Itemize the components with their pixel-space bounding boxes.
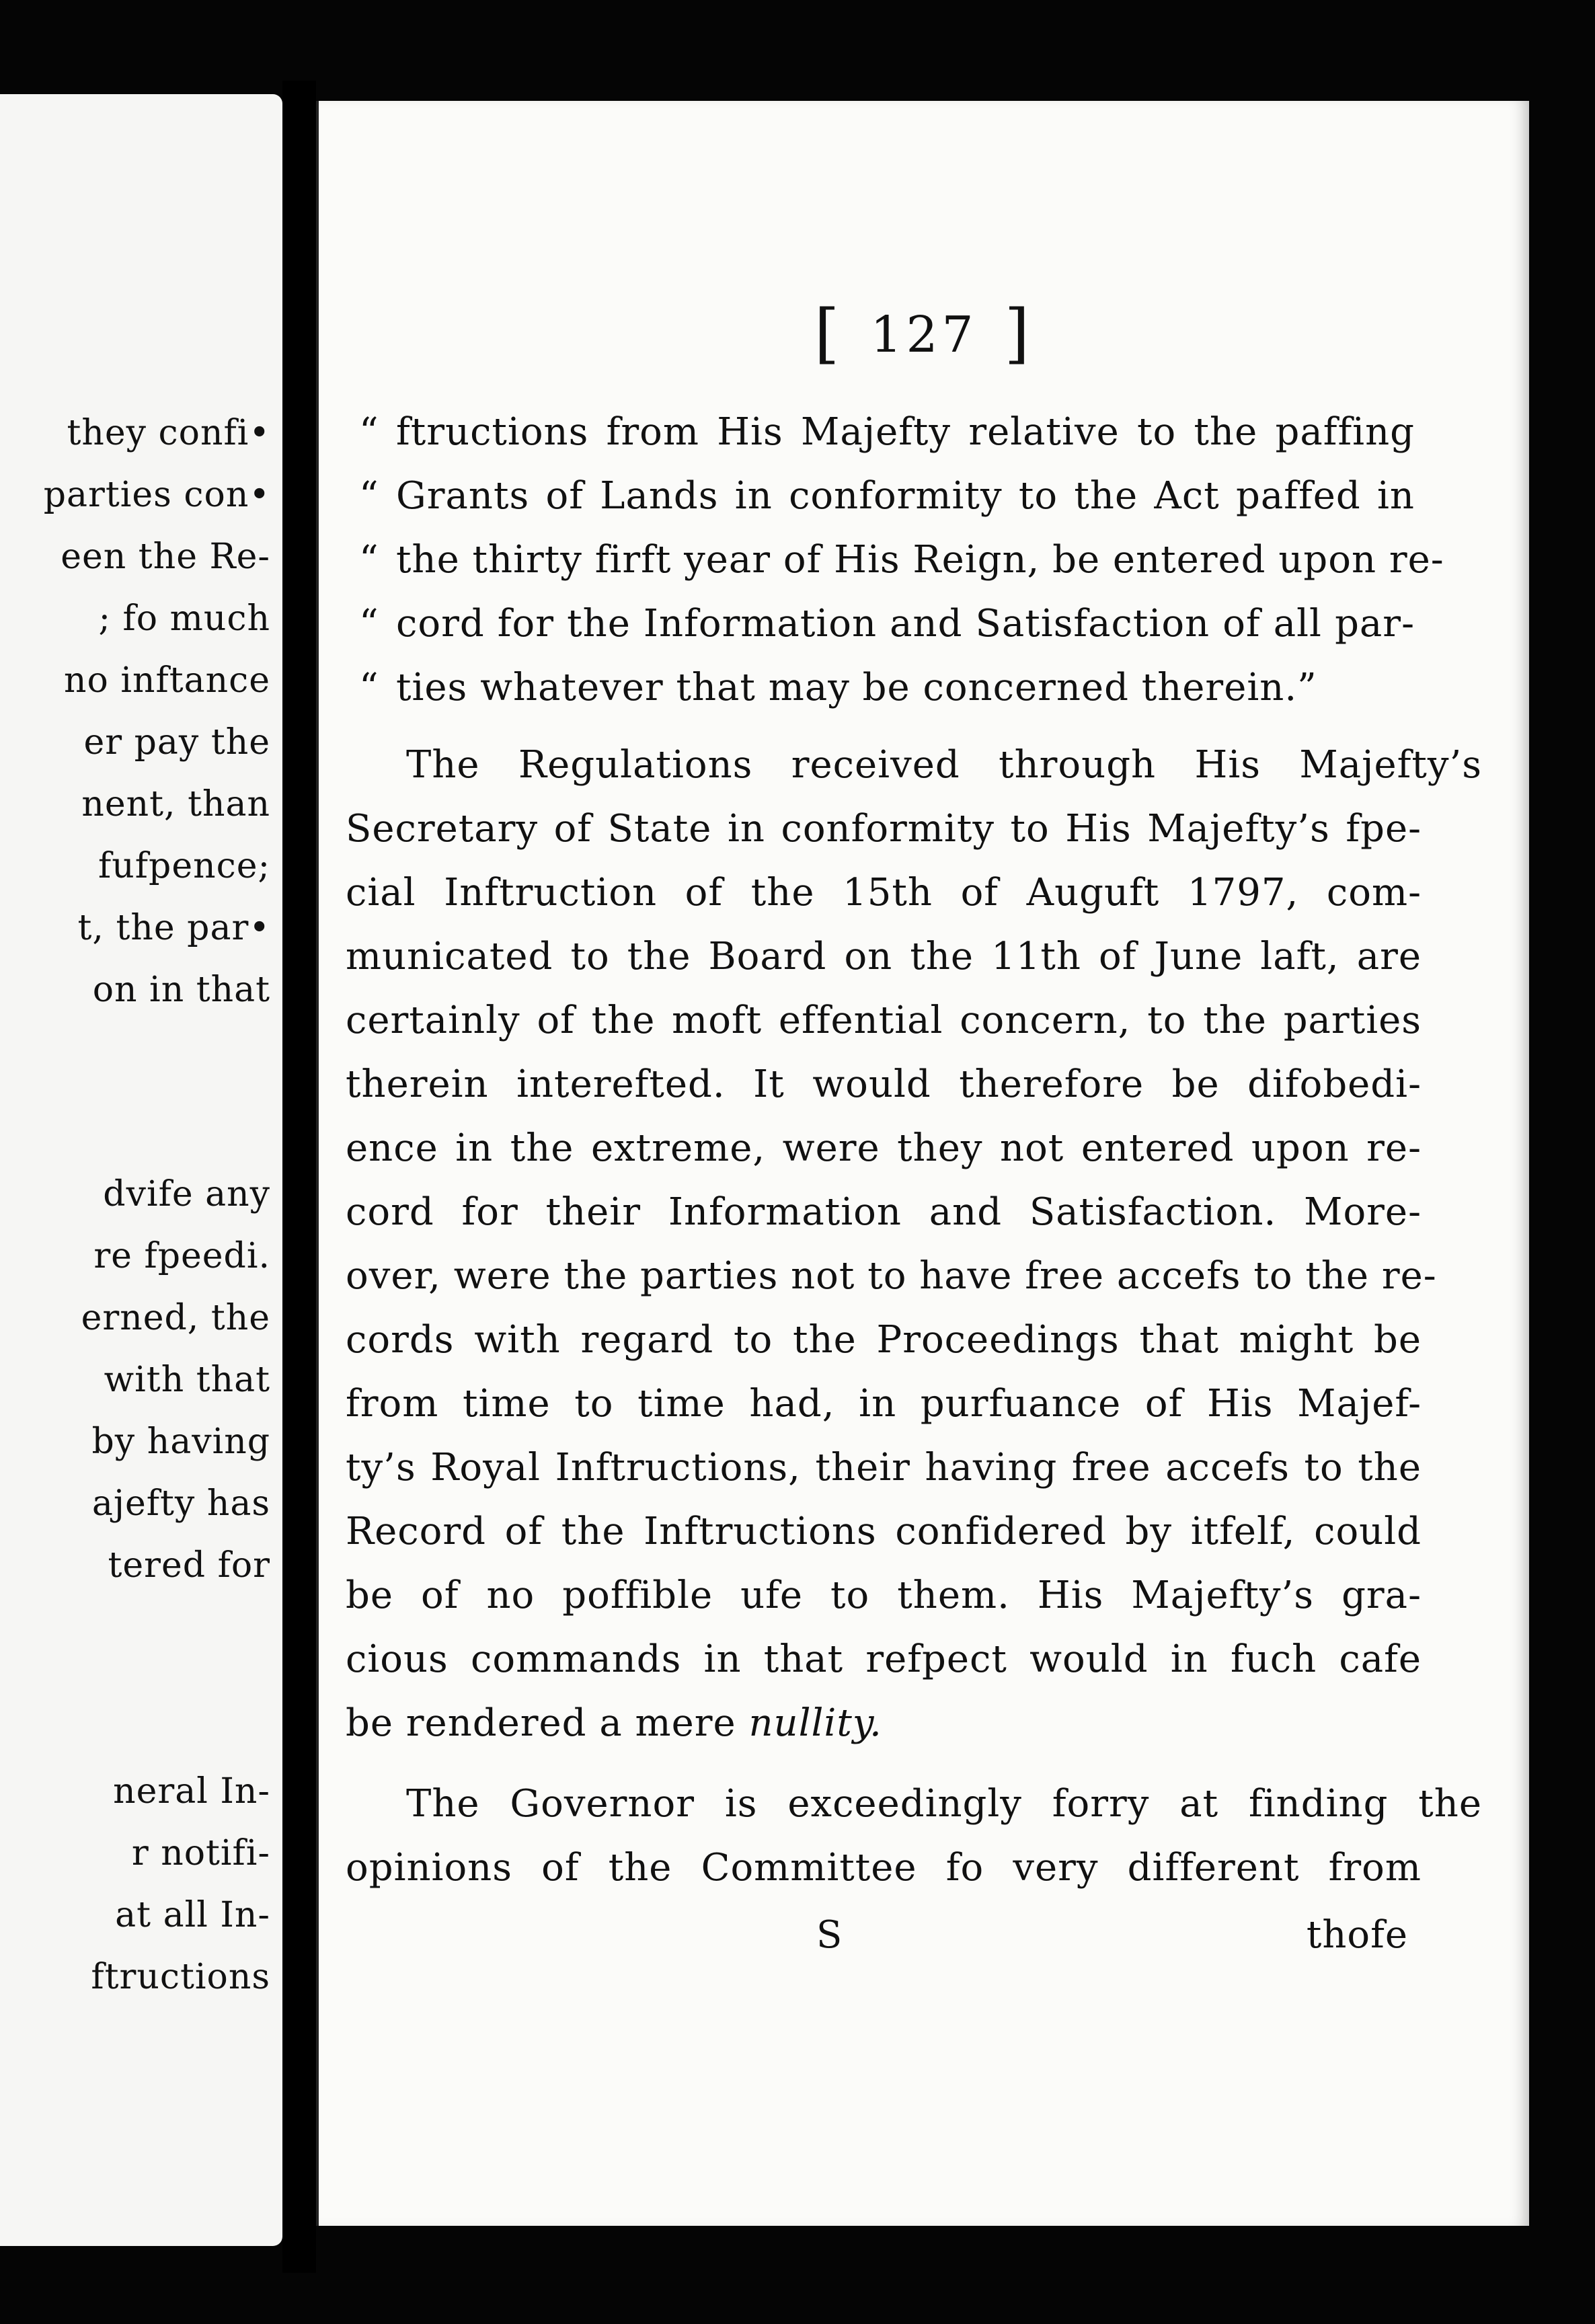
left-line-12: re fpeedi. xyxy=(93,1236,270,1276)
book-gutter xyxy=(282,81,316,2273)
left-line-4: ; fo much xyxy=(98,598,270,639)
page-number: 127 xyxy=(870,306,978,364)
left-line-14: with that xyxy=(104,1360,270,1400)
left-line-19: r notifi- xyxy=(131,1833,270,1873)
paragraph-line: cious commands in that refpect would in fuch cafe xyxy=(346,1637,1422,1681)
quote-line xyxy=(359,410,1415,454)
paragraph-line: be of no poffible ufe to them. His Majefty’s gra- xyxy=(346,1574,1422,1617)
facing-page-fragment xyxy=(0,94,282,2246)
left-line-13: erned, the xyxy=(81,1298,270,1338)
paragraph-line: The Governor is exceedingly forry at finding the xyxy=(406,1782,1482,1826)
paragraph-line: opinions of the Committee fo very different from xyxy=(346,1846,1422,1890)
left-line-2: parties con• xyxy=(43,475,270,515)
quote-text: cord for the Information and Satisfaction of all par- xyxy=(396,602,1415,646)
paragraph-line: cord for their Information and Satisfaction. More- xyxy=(346,1190,1422,1234)
quote-line xyxy=(359,602,1415,646)
left-line-8: fufpence; xyxy=(98,846,270,886)
left-line-11: dvife any xyxy=(103,1174,270,1214)
quote-text: the thirty firft year of His Reign, be entered upon re- xyxy=(396,538,1444,582)
quote-text: Grants of Lands in conformity to the Act paffed in xyxy=(396,474,1415,518)
quote-line xyxy=(359,474,1415,518)
paragraph-line: The Regulations received through His Majefty’s xyxy=(406,743,1482,787)
quote-text: ties whatever that may be concerned therein.” xyxy=(396,666,1317,709)
bracket-open: [ xyxy=(814,296,844,371)
paragraph-line: cords with regard to the Proceedings that might be xyxy=(346,1318,1422,1362)
left-line-16: ajefty has xyxy=(91,1483,270,1524)
paragraph-line: ence in the extreme, were they not entered upon re- xyxy=(346,1126,1422,1170)
italic-word: nullity. xyxy=(748,1701,882,1745)
left-line-18: neral In- xyxy=(113,1771,270,1812)
paragraph-line: Record of the Inftructions confidered by itfelf, could xyxy=(346,1510,1422,1553)
paragraph-line: certainly of the moft effential concern, to the parties xyxy=(346,999,1422,1042)
quote-mark: “ xyxy=(359,410,379,454)
left-line-20: at all In- xyxy=(115,1895,270,1935)
quote-mark: “ xyxy=(359,538,379,582)
page-number-header xyxy=(319,296,1529,371)
left-line-3: een the Re- xyxy=(61,537,270,577)
left-line-10: on in that xyxy=(92,970,270,1010)
paragraph-last-line xyxy=(346,1701,1422,1745)
main-page xyxy=(316,101,1529,2226)
quote-line xyxy=(359,666,1415,709)
quote-line xyxy=(359,538,1444,582)
left-line-21: ftructions xyxy=(91,1957,270,1997)
paragraph-text: be rendered a mere xyxy=(346,1701,749,1745)
quote-mark: “ xyxy=(359,474,379,518)
quote-mark: “ xyxy=(359,666,379,709)
left-line-17: tered for xyxy=(108,1545,270,1586)
quote-mark: “ xyxy=(359,602,379,646)
left-line-7: nent, than xyxy=(81,784,270,824)
left-line-15: by having xyxy=(91,1422,270,1462)
paragraph-line: over, were the parties not to have free accefs to the re- xyxy=(346,1254,1437,1298)
paragraph-line: ty’s Royal Inftructions, their having free accefs to the xyxy=(346,1446,1422,1489)
catchword: thofe xyxy=(1306,1913,1408,1957)
paragraph-line: Secretary of State in conformity to His Majefty’s fpe- xyxy=(346,807,1422,851)
left-line-1: they confi• xyxy=(67,413,270,453)
bracket-close: ] xyxy=(1004,296,1034,371)
signature-mark: S xyxy=(816,1913,843,1957)
left-line-9: t, the par• xyxy=(77,908,270,948)
paragraph-line: from time to time had, in purfuance of His Majef- xyxy=(346,1382,1422,1426)
paragraph-line: cial Inftruction of the 15th of Auguft 1797, com- xyxy=(346,871,1422,915)
left-line-6: er pay the xyxy=(83,722,270,763)
paragraph-line: municated to the Board on the 11th of June laft, are xyxy=(346,935,1422,978)
left-line-5: no inftance xyxy=(64,660,270,701)
quote-text: ftructions from His Majefty relative to the paffing xyxy=(396,410,1415,454)
paragraph-line: therein interefted. It would therefore be difobedi- xyxy=(346,1062,1422,1106)
